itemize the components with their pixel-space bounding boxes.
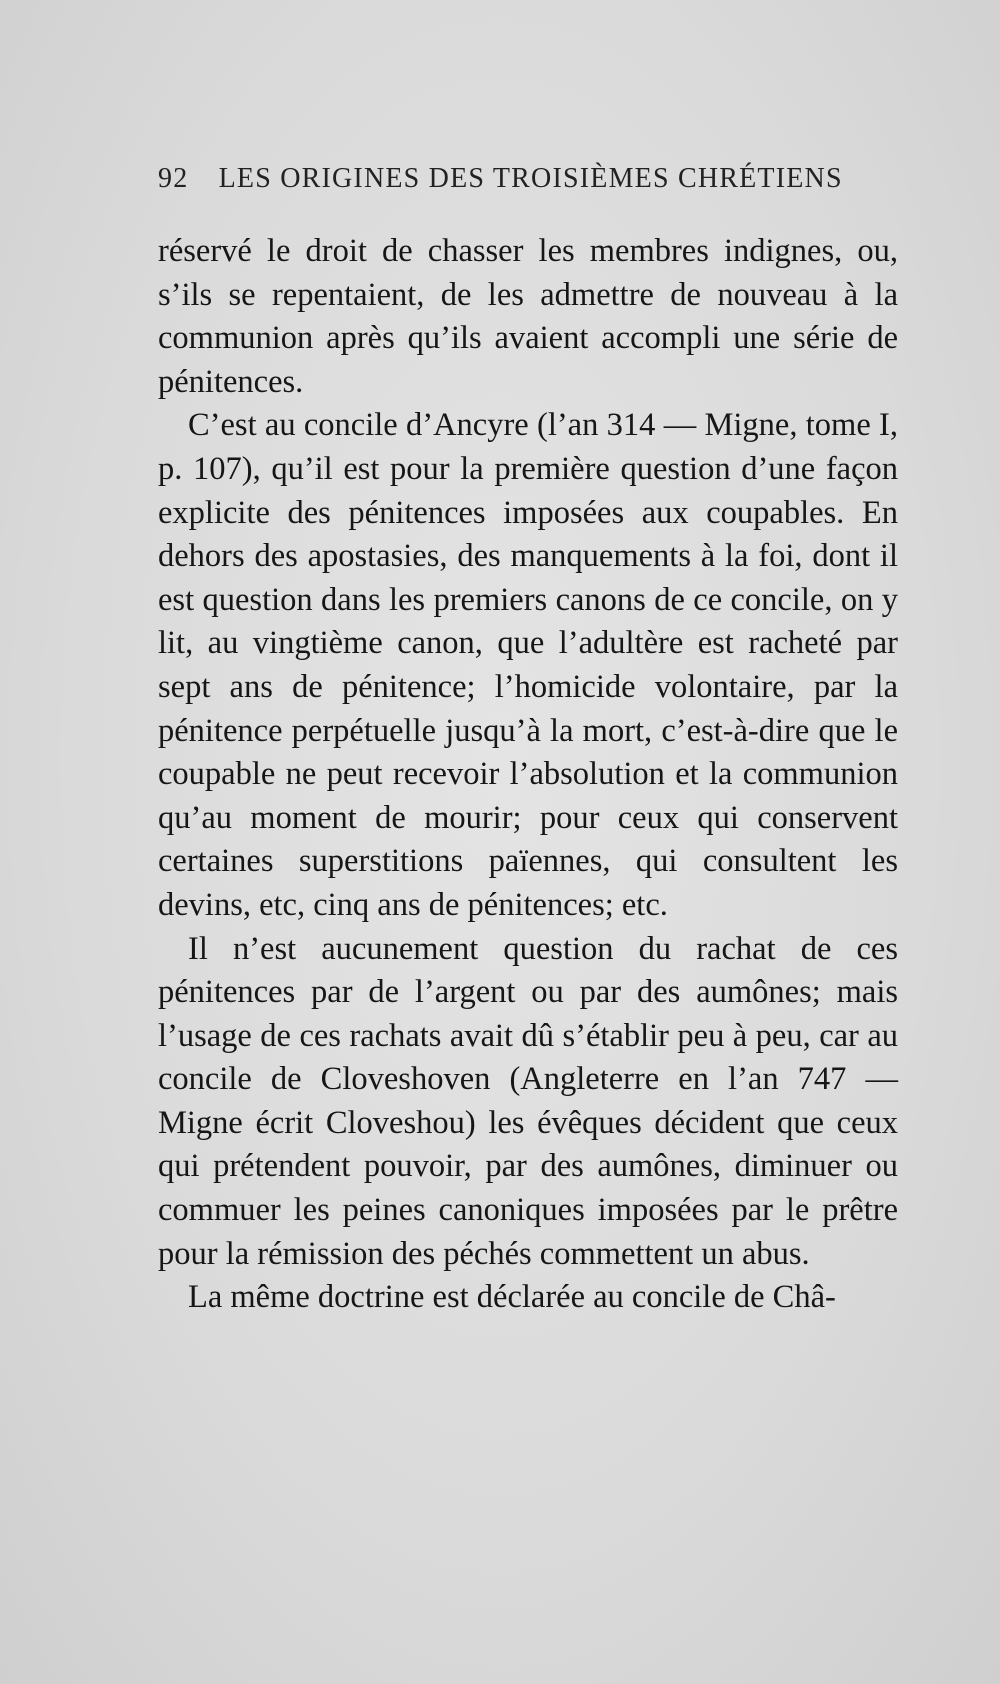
page-number: 92 (158, 163, 189, 194)
paragraph-2: C’est au concile d’Ancyre (l’an 314 — Migne, tome I, p. 107), qu’il est pour la première question d’une façon explicite des pénitences imposées aux coupables. En dehors des apostasies, des manquements à la foi, dont il est question dans les premiers canons de ce concile, on y lit, au vingtième canon, que l’adultère est racheté par sept ans de pénitence; l’homicide volontaire, par la pénitence perpétuelle jusqu’à la mort, c’est-à-dire que le coupable ne peut recevoir l’absolution et la communion qu’au moment de mourir; pour ceux qui conservent certaines superstitions païennes, qui consultent les devins, etc, cinq ans de pénitences; etc. (158, 407, 898, 923)
paragraph-1: réservé le droit de chasser les membres indignes, ou, s’ils se repentaient, de les admettre de nouveau à la communion après qu’ils avaient accompli une série de pénitences. (158, 233, 898, 400)
body-text (158, 230, 898, 1320)
paragraph-3: Il n’est aucunement question du rachat de ces pénitences par de l’argent ou par des aumônes; mais l’usage de ces rachats avait dû s’établir peu à peu, car au concile de Cloveshoven (Angleterre en l’an 747 — Migne écrit Cloveshou) les évêques décident que ceux qui prétendent pouvoir, par des aumônes, diminuer ou commuer les peines canoniques imposées par le prêtre pour la rémission des péchés commettent un abus. (158, 930, 898, 1272)
running-title: LES ORIGINES DES TROISIÈMES CHRÉTIENS (218, 163, 843, 194)
page-header (158, 163, 898, 203)
paragraph-4: La même doctrine est déclarée au concile de Châ- (188, 1279, 836, 1316)
